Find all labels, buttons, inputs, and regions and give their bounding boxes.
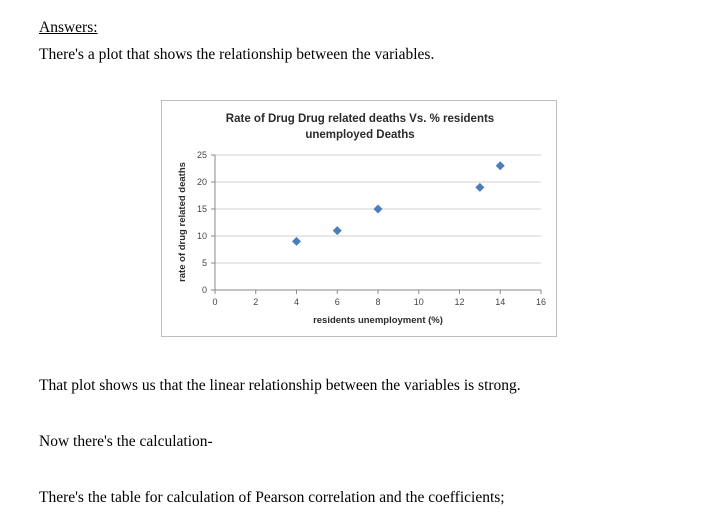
data-points [292, 161, 505, 246]
scatter-chart [161, 100, 557, 337]
y-tick-label-15: 15 [196, 204, 207, 214]
conclusion-paragraph: That plot shows us that the linear relationship between the variables is strong. [39, 377, 521, 394]
intro-paragraph: There's a plot that shows the relationship between the variables. [39, 46, 435, 63]
y-tick-label-25: 25 [196, 150, 207, 160]
axes [211, 155, 541, 294]
x-axis-title: residents unemployment (%) [313, 315, 443, 326]
x-tick-label-16: 16 [535, 297, 547, 307]
x-tick-label-6: 6 [334, 297, 340, 307]
x-tick-label-4: 4 [293, 297, 300, 307]
y-axis-title: rate of drug related deaths [177, 162, 188, 282]
x-tick-label-12: 12 [454, 297, 465, 307]
chart-title-line-2: unemployed Deaths [305, 129, 415, 141]
data-point [292, 237, 301, 246]
x-tick-label-8: 8 [375, 297, 381, 307]
answers-heading: Answers: [39, 19, 98, 36]
data-point [496, 161, 505, 170]
tick-labels [197, 150, 546, 307]
y-tick-label-10: 10 [196, 231, 207, 241]
table-intro-paragraph: There's the table for calculation of Pearson correlation and the coefficients; [39, 489, 505, 506]
y-tick-label-0: 0 [201, 285, 207, 295]
x-tick-label-0: 0 [212, 297, 218, 307]
chart-title-line-1: Rate of Drug Drug related deaths Vs. % residents [225, 113, 495, 125]
data-point [374, 205, 383, 214]
calculation-paragraph: Now there's the calculation- [39, 433, 213, 450]
x-tick-label-14: 14 [495, 297, 506, 307]
x-tick-label-10: 10 [413, 297, 424, 307]
y-tick-label-5: 5 [201, 258, 207, 268]
x-tick-label-2: 2 [253, 297, 259, 307]
data-point [475, 183, 484, 192]
y-tick-label-20: 20 [196, 177, 207, 187]
chart-canvas [162, 101, 558, 338]
data-point [333, 226, 342, 235]
